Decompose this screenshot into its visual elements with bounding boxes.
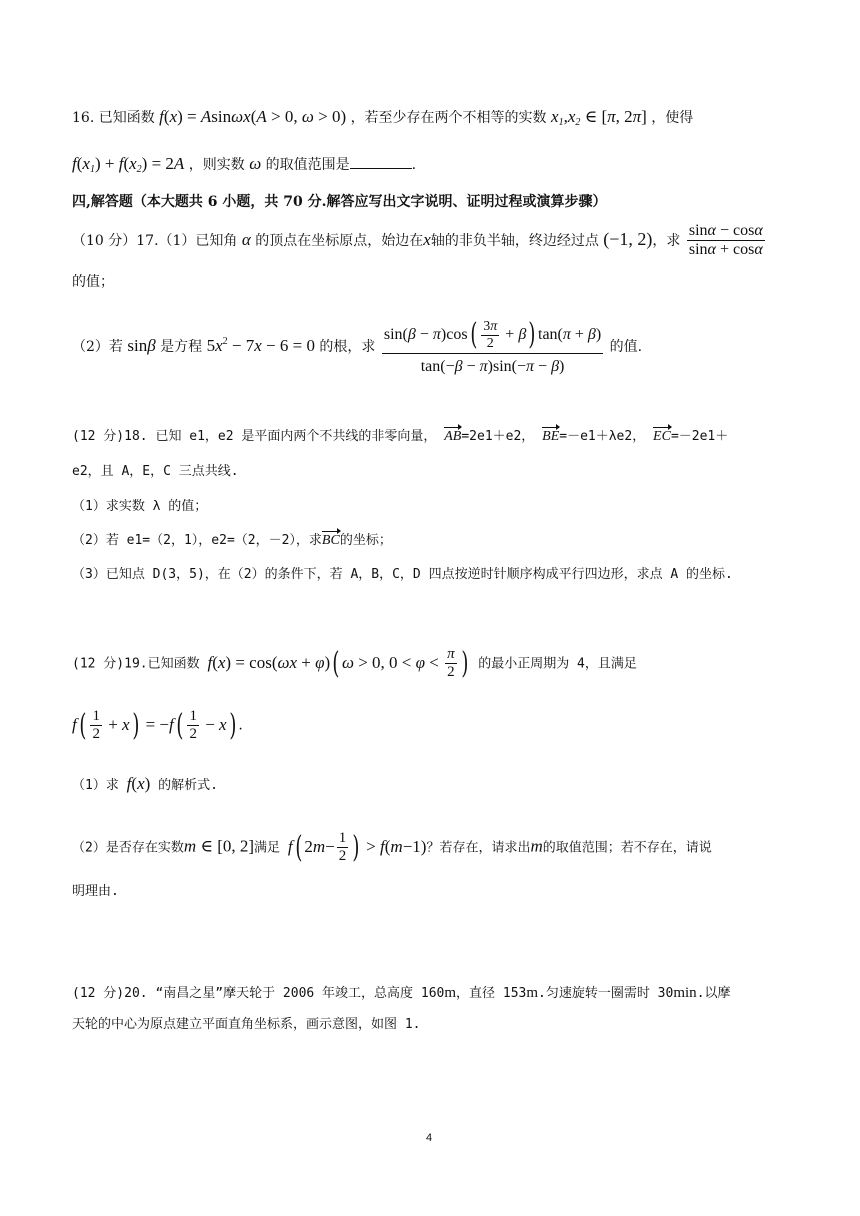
q19-part-2-cont: 明理由. <box>72 884 119 899</box>
q18-ec-value: =－2e1＋ <box>670 429 729 444</box>
q19-part1-text-b: 的解析式. <box>158 778 218 793</box>
q17-text-3: ，求 <box>652 232 681 249</box>
q20-text-b: ，直径 153 <box>456 986 527 1001</box>
q16-text-5: 的取值范围是 <box>265 157 350 173</box>
q19-line-1 <box>72 646 637 682</box>
q20-line-1 <box>72 986 731 1001</box>
q19-text-1: 的最小正周期为 4，且满足 <box>478 656 637 672</box>
q19-m: m <box>530 836 543 856</box>
q17-prefix: （10 分）17.（1）已知角 <box>72 232 238 249</box>
q16-answer-blank[interactable] <box>350 156 412 169</box>
q20-text-a: (12 分)20. “南昌之星”摩天轮于 2006 年竣工，总高度 160 <box>72 986 445 1001</box>
q16-line-2 <box>72 155 416 175</box>
q20-unit-min: min <box>673 985 697 1001</box>
q17-equation: $5x^2 - 7x - 6 = 0$ <box>206 335 315 355</box>
q17-x-axis: x <box>423 229 431 249</box>
q16-omega: ω <box>249 154 262 173</box>
q16-function-def: f(x) = Asinωx(A > 0, ω > 0) <box>159 107 347 126</box>
q19-part1-text-a: （1）求 <box>72 778 119 793</box>
q17-part2-prefix: （2）若 <box>72 338 123 355</box>
page-number: 4 <box>426 1132 433 1144</box>
q19-part2-text-d: 的取值范围；若不存在，请说 <box>542 840 712 856</box>
q19-part-2 <box>72 830 712 866</box>
q20-unit-m-1: m <box>444 985 457 1001</box>
q19-prefix: (12 分)19.已知函数 <box>72 656 200 672</box>
q19-part2-text-b: 满足 <box>254 840 281 856</box>
q17-part2-text-2: 的根，求 <box>319 338 376 355</box>
q16-equation: $f(x_1) + f(x_2) = 2A$ <box>72 154 185 175</box>
q19-function-def: f(x) = cos(ωx + φ)( ω > 0, 0 < φ < $\frac{\pi}{2}$ ) <box>207 645 469 681</box>
q19-part-1 <box>72 775 218 792</box>
q19-part2-text-a: （2）是否存在实数 <box>72 840 184 856</box>
q17-alpha: α <box>241 229 251 249</box>
q18-part-3: （3）已知点 D(3，5)，在（2）的条件下，若 A，B，C，D 四点按逆时针顺序构成平行四边形，求点 A 的坐标. <box>72 567 733 582</box>
q17-line-1 <box>72 222 767 260</box>
q17-text-2: 轴的非负半轴，终边经过点 <box>430 232 599 249</box>
q16-text-3: ，使得 <box>651 110 694 126</box>
q19-text-2: . <box>238 717 243 734</box>
q18-line-2: e2，且 A，E，C 三点共线. <box>72 464 239 479</box>
q20-line-2: 天轮的中心为原点建立平面直角坐标系，画示意图，如图 1. <box>72 1017 421 1032</box>
q18-part2-text-a: （2）若 e1=（2，1），e2=（2，－2），求 <box>72 533 322 548</box>
q18-part-1: （1）求实数 λ 的值； <box>72 499 208 514</box>
q19-m-interval: m ∈ [0, 2] <box>183 836 255 856</box>
q17-part2-text-3: 的值. <box>609 338 643 355</box>
q20-text-d: .以摩 <box>696 986 731 1001</box>
q16-text-6: . <box>411 157 417 173</box>
q19-fx: f(x) <box>126 774 151 793</box>
q20-text-c: .匀速旋转一圈需时 30 <box>538 986 674 1001</box>
vector-be: BE <box>542 429 560 444</box>
q19-line-2 <box>72 708 243 744</box>
q18-part2-text-b: 的坐标； <box>339 533 392 548</box>
q20-unit-m-2: m <box>526 985 539 1001</box>
q17-part2-fraction: sin(β − π)cos( $\frac{3\pi}{2}$ + β) tan(π + β) tan(−β − π)sin(−π − β) <box>383 317 602 375</box>
q16-number: 16. <box>72 110 95 126</box>
q17-sin-beta: sinβ <box>127 335 156 355</box>
q19-symmetry-eq: f( $\frac{1}{2}$ + x) = −f( $\frac{1}{2}$ − x) <box>72 707 236 743</box>
q17-part-2 <box>72 318 642 376</box>
q17-fraction: $\frac{\sin\alpha - \cos\alpha}{\sin\alpha + \cos\alpha}$ <box>688 222 763 259</box>
q16-text-1: 已知函数 <box>98 110 155 126</box>
section-4-heading: 四,解答题（本大题共 6 小题，共 70 分.解答应写出文字说明、证明过程或演算步骤） <box>72 194 607 210</box>
q19-inequality: f( 2m− $\frac{1}{2}$ ) > f(m−1) <box>287 829 427 865</box>
q17-line-2: 的值； <box>72 274 114 290</box>
q19-part2-text-c: ？若存在，请求出 <box>426 840 531 856</box>
q16-text-2: ，若至少存在两个不相等的实数 <box>350 110 547 126</box>
q16-line-1 <box>72 108 693 128</box>
q17-text-1: 的顶点在坐标原点，始边在 <box>255 232 424 249</box>
vector-ab: AB <box>444 429 462 444</box>
q18-line-1 <box>72 430 728 444</box>
q18-ab-value: =2e1＋e2， <box>461 429 535 444</box>
q16-text-4: ，则实数 <box>188 157 245 173</box>
q17-point: (−1, 2) <box>603 228 653 249</box>
q16-interval: $x_1,x_2$ ∈ [π, 2π] <box>551 107 647 128</box>
vector-bc: BC <box>321 533 340 548</box>
vector-ec: EC <box>653 429 671 444</box>
q17-part2-text-1: 是方程 <box>160 338 203 355</box>
q18-be-value: =－e1＋λe2， <box>559 429 646 444</box>
q18-part-2 <box>72 534 392 548</box>
q18-prefix: (12 分)18. 已知 e1，e2 是平面内两个不共线的非零向量， <box>72 429 437 444</box>
